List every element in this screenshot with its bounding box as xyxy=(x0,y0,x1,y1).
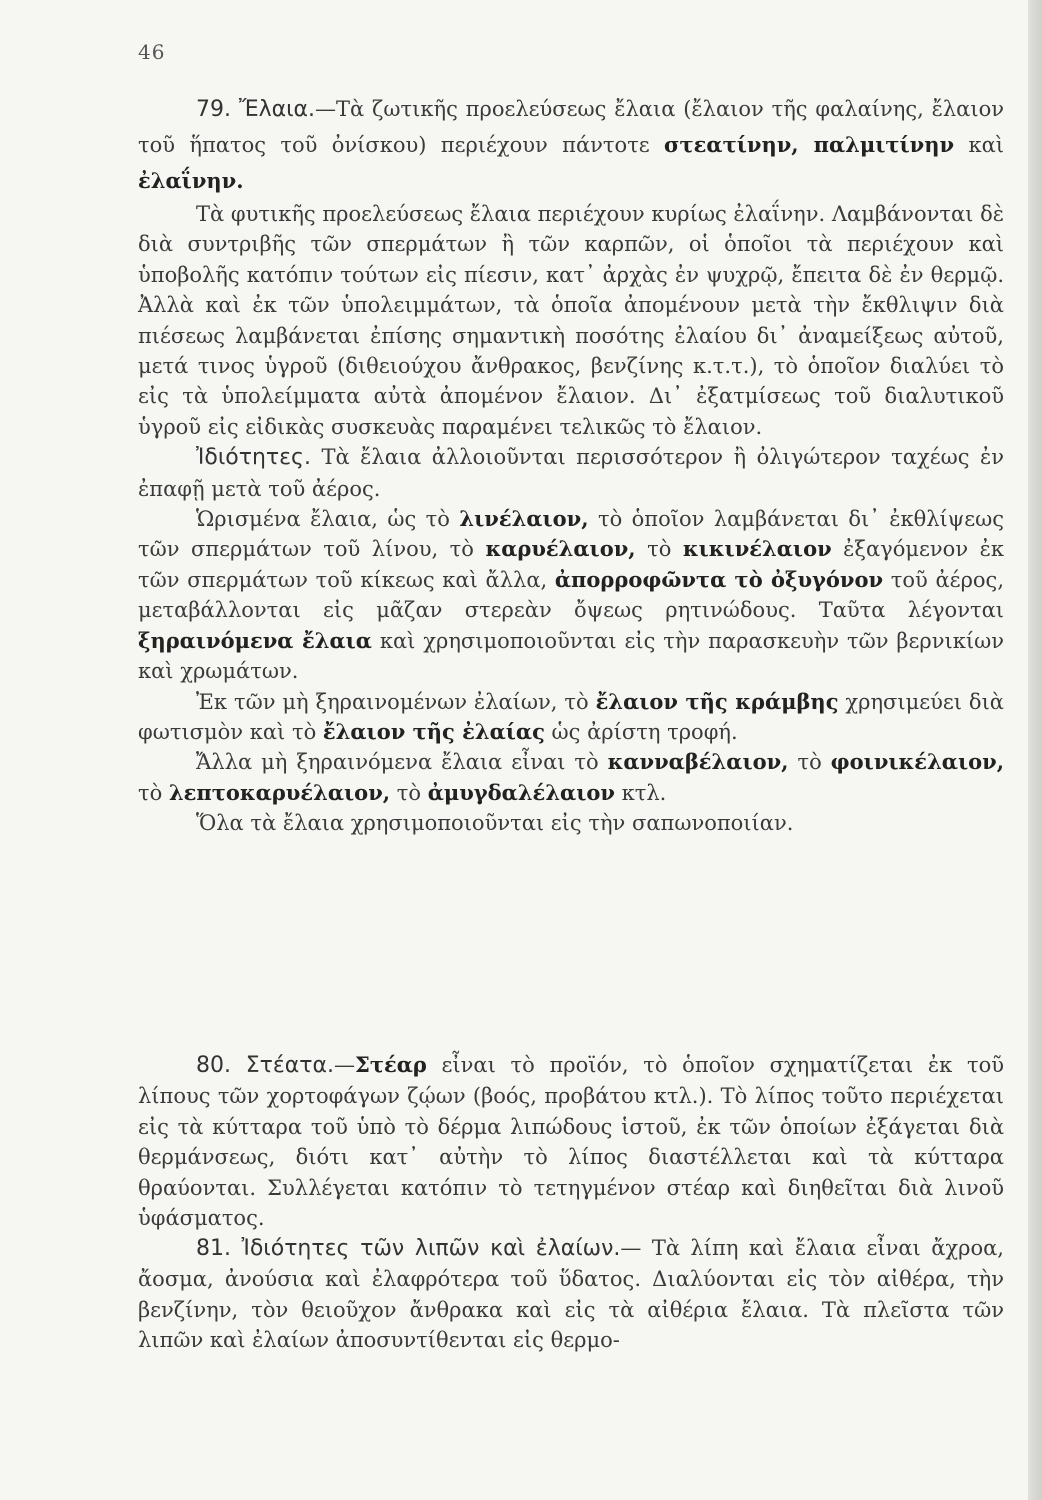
text-run: τὸ xyxy=(390,780,428,805)
section-79-title: Ἔλαια. xyxy=(238,97,316,122)
text-run: Τὰ ἔλαια ἀλλοιοῦνται περισσότερον ἢ ὀλιγώτερον ταχέως ἐν ἐπαφῇ μετὰ τοῦ ἀέρος. xyxy=(138,445,1004,501)
bold-term: φοινικέλαιον, xyxy=(830,749,1004,775)
section-79-number: 79. xyxy=(196,97,231,122)
bold-term: καρυέλαιον, xyxy=(485,536,636,562)
text-run: τὸ xyxy=(788,750,831,775)
bold-term: στεατίνην, παλμιτίνην xyxy=(664,132,955,157)
bold-term: λινέλαιον, xyxy=(459,506,589,532)
text-run: χρησιμεύει διὰ φωτισμὸν καὶ τὸ xyxy=(138,689,1004,744)
section-79-properties-paragraph xyxy=(138,442,1004,504)
bold-term: κικινέλαιον xyxy=(682,536,832,562)
section-79-non-drying-paragraph xyxy=(138,687,1004,748)
text-run: Ὡρισμένα ἔλαια, ὡς τὸ xyxy=(196,507,460,532)
section-80-number: 80. xyxy=(196,1053,231,1078)
section-80 xyxy=(138,1050,1004,1233)
text-run: κτλ. xyxy=(614,780,667,805)
text-run: τὸ xyxy=(635,537,683,562)
section-79-other-oils-paragraph xyxy=(138,747,1004,808)
page-edge-shadow xyxy=(1028,0,1042,1500)
section-79-drying-oils-paragraph xyxy=(138,504,1004,686)
bold-term: Στέαρ xyxy=(354,1052,427,1077)
bold-term: ἔλαιον τῆς κράμβης xyxy=(595,688,839,714)
section-81 xyxy=(138,1233,1004,1356)
text-run: τὸ xyxy=(138,780,169,805)
text-run: εἶναι τὸ προϊόν, τὸ ὁποῖον σχηματίζεται ἐκ τοῦ λίπους τῶν χορτοφάγων ζῴων (βοός, προβάτου κτλ.). Τὸ λίπος τοῦτο περιέχεται εἰς τὰ κύτταρα τοῦ ὑπὸ τὸ δέρμα λιπώδους ἱστοῦ, ἐκ τῶν ὁποίων ἐξάγεται διὰ θερμάνσεως, διότι κατ᾽ αὐτὴν τὸ λίπος διαστέλλεται καὶ τὰ κύτταρα θραύονται. Συλλέγεται κατόπιν τὸ τετηγμένον στέαρ καὶ διηθεῖται διὰ λινοῦ ὑφάσματος. xyxy=(138,1053,1004,1231)
dash: — xyxy=(333,1053,355,1077)
bold-term: κανναβέλαιον, xyxy=(607,749,789,775)
bold-term: ἐλαΐνην. xyxy=(138,168,244,193)
section-80-title: Στέατα. xyxy=(245,1053,334,1078)
section-80-paragraph xyxy=(138,1050,1004,1233)
section-79 xyxy=(138,92,1004,839)
bold-term: λεπτοκαρυέλαιον, xyxy=(168,779,391,805)
text-run: τὸ ὁποῖον λαμβάνεται δι᾽ ἐκθλίψεως τῶν σπερμάτων τοῦ λίνου, τὸ xyxy=(138,507,1005,562)
section-79-soap-paragraph: Ὅλα τὰ ἔλαια χρησιμοποιοῦνται εἰς τὴν σαπωνοποιίαν. xyxy=(196,811,794,836)
text-run: τοῦ ἀέρος, μεταβάλλονται εἰς μᾶζαν στερεὰν ὄψεως ρητινώδους. Ταῦτα λέγονται xyxy=(138,567,1004,623)
properties-heading: Ἰδιότητες. xyxy=(196,445,311,471)
text-run: καὶ χρησιμοποιοῦνται εἰς τὴν παρασκευὴν τῶν βερνικίων καὶ χρωμάτων. xyxy=(138,628,1004,684)
bold-term: ἀμυγδαλέλαιον xyxy=(427,779,615,805)
text-run: ὡς ἀρίστη τροφή. xyxy=(544,719,738,744)
text-run: Ἄλλα μὴ ξηραινόμενα ἔλαια εἶναι τὸ xyxy=(196,750,608,775)
text-run: ἐξαγόμενον ἐκ τῶν σπερμάτων τοῦ κίκεως καὶ ἄλλα, xyxy=(138,537,1004,592)
section-81-paragraph xyxy=(138,1233,1004,1356)
bold-term: ξηραινόμενα ἔλαια xyxy=(138,627,372,653)
text-run: —Τὰ ζωτικῆς προελεύσεως ἔλαια (ἔλαιον τῆς φαλαίνης, ἔλαιον τοῦ ἥπατος τοῦ ὀνίσκου) περιέχουν πάντοτε xyxy=(138,97,1004,157)
section-79-plant-oils-paragraph: Τὰ φυτικῆς προελεύσεως ἔλαια περιέχουν κυρίως ἐλαΐνην. Λαμβάνονται δὲ διὰ συντριβῆς τῶν σπερμάτων ἢ τῶν καρπῶν, οἱ ὁποῖοι τὰ περιέχουν καὶ ὑποβολῆς κατόπιν τούτων εἰς πίεσιν, κατ᾽ ἀρχὰς ἐν ψυχρῷ, ἔπειτα δὲ ἐν θερμῷ. Ἀλλὰ καὶ ἐκ τῶν ὑπολειμμάτων, τὰ ὁποῖα ἀπομένουν μετὰ τὴν ἔκθλιψιν διὰ πιέσεως λαμβάνεται ἐπίσης σημαντικὴ ποσότης ἐλαίου δι᾽ ἀναμείξεως αὐτοῦ, μετά τινος ὑγροῦ (διθειούχου ἄνθρακος, βενζίνης κ.τ.τ.), τὸ ὁποῖον διαλύει τὸ εἰς τὰ ὑπολείμματα αὐτὰ ἀπομένον ἔλαιον. Δι᾽ ἐξατμίσεως τοῦ διαλυτικοῦ ὑγροῦ εἰς εἰδικὰς συσκευὰς παραμένει τελικῶς τὸ ἔλαιον. xyxy=(138,202,1004,439)
bold-term: ἀπορροφῶντα τὸ ὀξυγόνον xyxy=(554,566,884,592)
bold-term: ἔλαιον τῆς ἐλαίας xyxy=(322,718,545,744)
section-81-number: 81. xyxy=(196,1236,231,1261)
section-81-title: Ἰδιότητες τῶν λιπῶν καὶ ἐλαίων. xyxy=(241,1236,621,1261)
text-run: — Τὰ λίπη καὶ ἔλαια εἶναι ἄχροα, ἄοσμα, ἀνούσια καὶ ἐλαφρότερα τοῦ ὕδατος. Διαλύονται εἰς τὸν αἰθέρα, τὴν βενζίνην, τὸν θειοῦχον ἄνθρακα καὶ εἰς τὰ αἰθέρια ἔλαια. Τὰ πλεῖστα τῶν λιπῶν καὶ ἐλαίων ἀποσυντίθενται εἰς θερμο- xyxy=(138,1236,1004,1353)
page-number: 46 xyxy=(138,40,166,64)
section-79-intro-paragraph xyxy=(138,92,1004,199)
text-run: καὶ xyxy=(954,133,1004,157)
text-run: Ἐκ τῶν μὴ ξηραινομένων ἐλαίων, τὸ xyxy=(196,689,596,714)
